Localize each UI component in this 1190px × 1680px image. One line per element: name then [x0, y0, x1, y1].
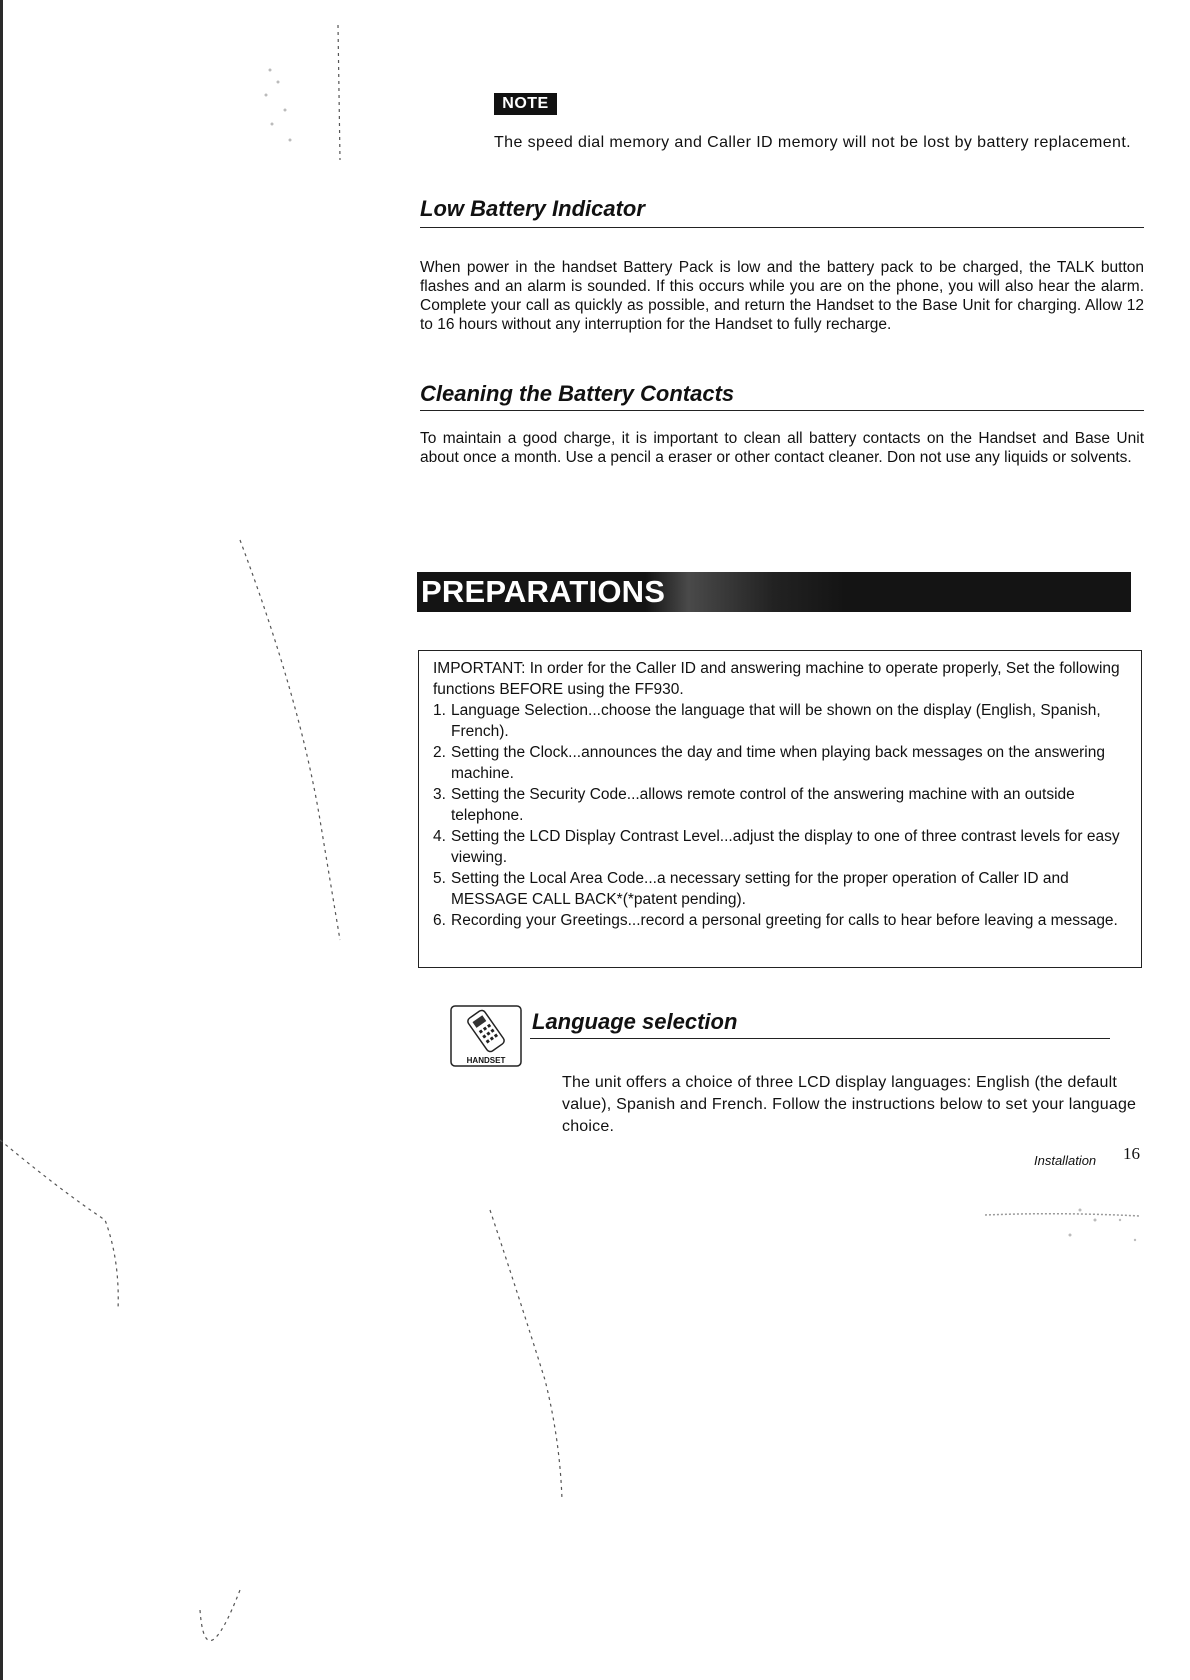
low-battery-rule [420, 227, 1144, 228]
footer-section-label: Installation [1034, 1153, 1097, 1168]
language-heading: Language selection [532, 1009, 738, 1034]
cleaning-rule [420, 410, 1144, 411]
cleaning-text: To maintain a good charge, it is important to clean all battery contacts on the Handset and Base Unit about once a month. Use a pencil a eraser or other contact cleaner. Don not use any liquids or solvents. [420, 430, 1144, 466]
list-item: 4. Setting the LCD Display Contrast Level...adjust the display to one of three contrast levels for easy viewing. [433, 828, 1120, 866]
list-item: 3. Setting the Security Code...allows remote control of the answering machine with an outside telephone. [433, 786, 1075, 824]
important-lead: IMPORTANT: In order for the Caller ID and answering machine to operate properly, Set the following functions BEFORE using the FF930. [433, 660, 1120, 698]
preparations-title: PREPARATIONS [421, 574, 666, 609]
note-badge: NOTE [494, 93, 557, 115]
language-text: The unit offers a choice of three LCD display languages: English (the default value), Spanish and French. Follow the instructions below to set your language choice. [562, 1074, 1137, 1135]
list-item: 6. Recording your Greetings...record a personal greeting for calls to hear before leaving a message. [433, 912, 1118, 929]
page-number: 16 [1123, 1144, 1140, 1163]
handset-icon-label: HANDSET [466, 1056, 506, 1065]
list-item: 5. Setting the Local Area Code...a necessary setting for the proper operation of Caller ID and MESSAGE CALL BACK*(*patent pending). [433, 870, 1069, 908]
low-battery-heading: Low Battery Indicator [420, 196, 645, 221]
handset-icon [450, 1005, 522, 1067]
low-battery-text: When power in the handset Battery Pack is low and the battery pack to be charged, the TALK button flashes and an alarm is sounded. If this occurs while you are on the phone, you will also hear the alarm. Complete your call as quickly as possible, and return the Handset to the Base Unit for charging. Allow 12 to 16 hours without any interruption for the Handset to fully recharge. [420, 259, 1144, 333]
note-text: The speed dial memory and Caller ID memory will not be lost by battery replacement. [494, 134, 1132, 151]
list-item: 2. Setting the Clock...announces the day and time when playing back messages on the answering machine. [433, 744, 1105, 782]
list-item: 1. Language Selection...choose the language that will be shown on the display (English, Spanish, French). [433, 702, 1101, 740]
important-list [433, 700, 1133, 931]
language-rule [530, 1038, 1110, 1039]
cleaning-heading: Cleaning the Battery Contacts [420, 381, 735, 406]
